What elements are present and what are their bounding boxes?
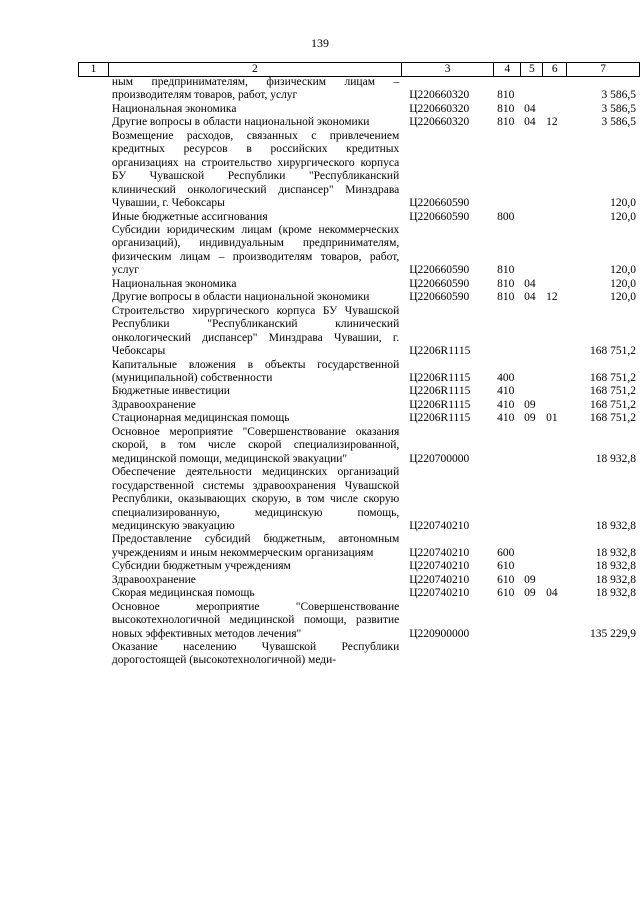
row-code: Ц220660590 bbox=[409, 210, 470, 223]
row-amount: 3 586,5 bbox=[601, 116, 636, 129]
row-section: 09 bbox=[524, 398, 536, 411]
row-amount: 168 751,2 bbox=[590, 345, 636, 358]
row-expense-type bbox=[494, 426, 521, 466]
row-expense-type: 800 bbox=[497, 210, 515, 223]
row-name: Скорая медицинская помощь bbox=[111, 587, 255, 600]
table-row bbox=[78, 412, 640, 425]
row-section bbox=[521, 641, 543, 668]
row-number bbox=[78, 103, 108, 116]
row-code: Ц2206R1115 bbox=[409, 385, 471, 398]
row-name: Возмещение расходов, связанных с привлечением кредитных ресурсов в российских кредитных организациях на строительство хирургического корпуса БУ Чувашской Республики "Республиканский клинический онкологический диспансер" Минздрава Чувашии, г. Чебоксары bbox=[111, 129, 400, 210]
row-amount: 120,0 bbox=[610, 264, 636, 277]
row-name: Стационарная медицинская помощь bbox=[111, 412, 290, 425]
row-number bbox=[78, 533, 108, 560]
row-code: Ц2206R1115 bbox=[409, 412, 471, 425]
row-subsection: 12 bbox=[546, 291, 558, 304]
row-section bbox=[521, 533, 543, 560]
row-name: Здравоохранение bbox=[111, 398, 196, 411]
column-header-table bbox=[78, 62, 640, 77]
row-subsection bbox=[543, 103, 567, 116]
row-expense-type: 410 bbox=[497, 398, 515, 411]
row-name: Субсидии юридическим лицам (кроме некоммерческих организаций), индивидуальным предпринимателям, физическим лицам – производителям товаров, работ, услуг bbox=[111, 223, 400, 277]
row-amount: 120,0 bbox=[610, 210, 636, 223]
row-expense-type: 810 bbox=[497, 89, 515, 102]
column-header-4: 4 bbox=[494, 63, 521, 77]
row-name: Иные бюджетные ассигнования bbox=[111, 210, 268, 223]
row-number bbox=[78, 224, 108, 278]
row-expense-type: 610 bbox=[497, 573, 515, 586]
table-row bbox=[78, 278, 640, 291]
row-number bbox=[78, 426, 108, 466]
row-expense-type: 810 bbox=[497, 291, 515, 304]
row-amount: 18 932,8 bbox=[595, 573, 636, 586]
row-amount: 168 751,2 bbox=[590, 371, 636, 384]
row-number bbox=[78, 641, 108, 668]
row-number bbox=[78, 278, 108, 291]
row-amount: 168 751,2 bbox=[590, 398, 636, 411]
row-amount: 135 229,9 bbox=[590, 627, 636, 640]
row-expense-type: 410 bbox=[497, 412, 515, 425]
table-row bbox=[78, 103, 640, 116]
row-expense-type: 810 bbox=[497, 102, 515, 115]
table-row bbox=[78, 587, 640, 600]
row-section bbox=[521, 601, 543, 641]
row-code bbox=[401, 641, 494, 668]
column-header-3: 3 bbox=[401, 63, 494, 77]
row-section bbox=[521, 130, 543, 211]
row-subsection bbox=[543, 560, 567, 573]
row-name: Предоставление субсидий бюджетным, автономным учреждениям и иным некоммерческим организациям bbox=[111, 533, 400, 559]
row-expense-type: 810 bbox=[497, 277, 515, 290]
table-row bbox=[78, 426, 640, 466]
row-subsection bbox=[543, 466, 567, 533]
row-code: Ц220660320 bbox=[409, 102, 470, 115]
table-row bbox=[78, 359, 640, 386]
row-name: Другие вопросы в области национальной экономики bbox=[111, 291, 370, 304]
row-amount: 168 751,2 bbox=[590, 412, 636, 425]
row-name: Бюджетные инвестиции bbox=[111, 385, 230, 398]
row-expense-type bbox=[494, 130, 521, 211]
budget-table-body bbox=[78, 76, 640, 668]
row-number bbox=[78, 587, 108, 600]
row-code: Ц220740210 bbox=[409, 546, 470, 559]
row-expense-type bbox=[494, 641, 521, 668]
row-number bbox=[78, 211, 108, 224]
row-name: Основное мероприятие "Совершенствование оказания скорой, в том числе скорой специализированной, медицинской помощи, медицинской эвакуации" bbox=[111, 425, 400, 465]
column-header-1: 1 bbox=[79, 63, 109, 77]
table-row bbox=[78, 76, 640, 103]
row-section: 04 bbox=[524, 277, 536, 290]
row-number bbox=[78, 76, 108, 103]
row-subsection: 12 bbox=[546, 116, 558, 129]
row-name: Другие вопросы в области национальной экономики bbox=[111, 116, 370, 129]
row-name: Капитальные вложения в объекты государственной (муниципальной) собственности bbox=[111, 358, 400, 384]
row-section bbox=[521, 76, 543, 103]
row-section: 09 bbox=[524, 587, 536, 600]
row-code: Ц2206R1115 bbox=[409, 371, 471, 384]
table-row bbox=[78, 305, 640, 359]
row-subsection bbox=[543, 399, 567, 412]
row-expense-type bbox=[494, 466, 521, 533]
row-code: Ц220700000 bbox=[409, 452, 470, 465]
row-number bbox=[78, 466, 108, 533]
row-subsection bbox=[543, 574, 567, 587]
row-expense-type: 600 bbox=[497, 546, 515, 559]
table-row bbox=[78, 385, 640, 398]
row-subsection bbox=[543, 426, 567, 466]
row-subsection bbox=[543, 130, 567, 211]
row-name: Национальная экономика bbox=[111, 277, 237, 290]
row-name: Национальная экономика bbox=[111, 102, 237, 115]
row-code: Ц2206R1115 bbox=[409, 398, 471, 411]
row-code: Ц220660590 bbox=[409, 264, 470, 277]
row-expense-type: 610 bbox=[497, 587, 515, 600]
column-header-7: 7 bbox=[567, 63, 640, 77]
row-subsection bbox=[543, 533, 567, 560]
column-header-row bbox=[79, 63, 640, 77]
row-code: Ц2206R1115 bbox=[409, 345, 471, 358]
row-code: Ц220660590 bbox=[409, 277, 470, 290]
row-number bbox=[78, 291, 108, 304]
row-code: Ц220740210 bbox=[409, 587, 470, 600]
row-section: 09 bbox=[524, 412, 536, 425]
table-row bbox=[78, 560, 640, 573]
row-code: Ц220660320 bbox=[409, 89, 470, 102]
row-section bbox=[521, 224, 543, 278]
row-expense-type: 610 bbox=[497, 560, 515, 573]
row-subsection bbox=[543, 359, 567, 386]
row-number bbox=[78, 359, 108, 386]
row-code: Ц220740210 bbox=[409, 519, 470, 532]
row-number bbox=[78, 305, 108, 359]
row-section: 04 bbox=[524, 291, 536, 304]
column-header-6: 6 bbox=[543, 63, 567, 77]
row-amount: 18 932,8 bbox=[595, 587, 636, 600]
row-amount: 3 586,5 bbox=[601, 102, 636, 115]
row-section bbox=[521, 466, 543, 533]
row-section bbox=[521, 359, 543, 386]
table-row bbox=[78, 533, 640, 560]
row-subsection bbox=[543, 224, 567, 278]
row-amount: 18 932,8 bbox=[595, 560, 636, 573]
row-subsection bbox=[543, 278, 567, 291]
row-subsection bbox=[543, 211, 567, 224]
row-subsection bbox=[543, 641, 567, 668]
row-subsection bbox=[543, 601, 567, 641]
row-name: Строительство хирургического корпуса БУ Чувашской Республики "Республиканский клинический онкологический диспансер" Минздрава Чувашии, г. Чебоксары bbox=[111, 304, 400, 358]
row-amount: 18 932,8 bbox=[595, 546, 636, 559]
row-section bbox=[521, 305, 543, 359]
row-subsection bbox=[543, 305, 567, 359]
row-subsection bbox=[543, 76, 567, 103]
row-expense-type bbox=[494, 601, 521, 641]
row-code: Ц220660590 bbox=[409, 197, 470, 210]
row-section bbox=[521, 426, 543, 466]
row-number bbox=[78, 574, 108, 587]
row-expense-type: 810 bbox=[497, 264, 515, 277]
row-number bbox=[78, 385, 108, 398]
row-amount: 3 586,5 bbox=[601, 89, 636, 102]
row-amount: 120,0 bbox=[610, 277, 636, 290]
row-name: ным предпринимателям, физическим лицам – производителям товаров, работ, услуг bbox=[111, 76, 400, 102]
table-row bbox=[78, 574, 640, 587]
row-name: Здравоохранение bbox=[111, 573, 196, 586]
column-header-2: 2 bbox=[108, 63, 401, 77]
row-amount: 18 932,8 bbox=[595, 519, 636, 532]
table-row bbox=[78, 601, 640, 641]
table-row bbox=[78, 116, 640, 129]
row-amount: 18 932,8 bbox=[595, 452, 636, 465]
row-section bbox=[521, 385, 543, 398]
row-section bbox=[521, 560, 543, 573]
page-number: 139 bbox=[311, 36, 329, 50]
table-row bbox=[78, 211, 640, 224]
row-section: 04 bbox=[524, 102, 536, 115]
row-subsection bbox=[543, 385, 567, 398]
table-row bbox=[78, 130, 640, 211]
row-section bbox=[521, 211, 543, 224]
row-name: Оказание населению Чувашской Республики дорогостоящей (высокотехнологичной) меди- bbox=[111, 641, 400, 667]
row-expense-type: 400 bbox=[497, 371, 515, 384]
row-amount bbox=[567, 641, 640, 668]
row-name: Основное мероприятие "Совершенствование высокотехнологичной медицинской помощи, развитие новых эффективных методов лечения" bbox=[111, 600, 400, 640]
table-row bbox=[78, 399, 640, 412]
row-number bbox=[78, 560, 108, 573]
row-number bbox=[78, 601, 108, 641]
row-amount: 168 751,2 bbox=[590, 385, 636, 398]
row-number bbox=[78, 130, 108, 211]
row-code: Ц220900000 bbox=[409, 627, 470, 640]
row-expense-type: 410 bbox=[497, 385, 515, 398]
row-expense-type: 810 bbox=[497, 116, 515, 129]
row-code: Ц220740210 bbox=[409, 560, 470, 573]
budget-table bbox=[78, 76, 640, 668]
row-subsection: 01 bbox=[546, 412, 558, 425]
table-row bbox=[78, 224, 640, 278]
table-row bbox=[78, 641, 640, 668]
row-number bbox=[78, 116, 108, 129]
row-amount: 120,0 bbox=[610, 197, 636, 210]
row-section: 04 bbox=[524, 116, 536, 129]
table-row bbox=[78, 291, 640, 304]
column-header-5: 5 bbox=[521, 63, 543, 77]
row-code: Ц220740210 bbox=[409, 573, 470, 586]
row-name: Субсидии бюджетным учреждениям bbox=[111, 560, 291, 573]
table-row bbox=[78, 466, 640, 533]
row-code: Ц220660590 bbox=[409, 291, 470, 304]
row-subsection: 04 bbox=[546, 587, 558, 600]
row-expense-type bbox=[494, 305, 521, 359]
row-section: 09 bbox=[524, 573, 536, 586]
row-name: Обеспечение деятельности медицинских организаций государственной системы здравоохранения Чувашской Республики, оказывающих скорую, в том числе скорую специализированную, медицинскую помощь, медицинскую эвакуацию bbox=[111, 466, 400, 532]
row-number bbox=[78, 412, 108, 425]
row-number bbox=[78, 399, 108, 412]
row-amount: 120,0 bbox=[610, 291, 636, 304]
row-code: Ц220660320 bbox=[409, 116, 470, 129]
